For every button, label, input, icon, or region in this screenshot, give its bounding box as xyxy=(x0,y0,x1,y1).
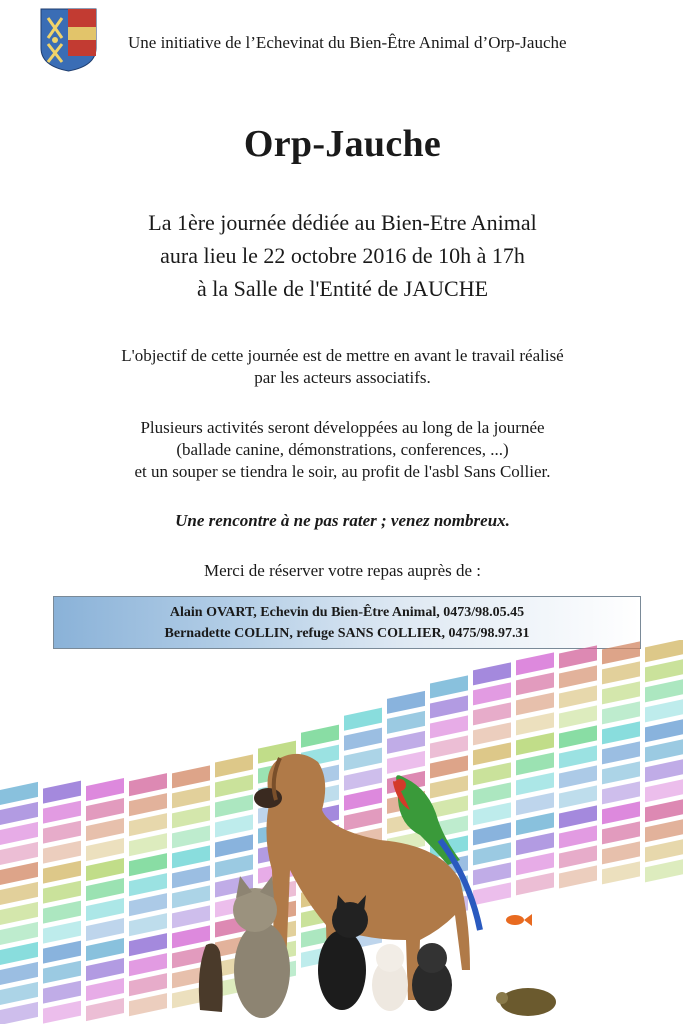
paragraph-line: L'objectif de cette journée est de mettre en avant le travail réalisé xyxy=(121,346,564,365)
mosaic-tile xyxy=(129,773,167,796)
paragraph-line: (ballade canine, démonstrations, conferences, ...) xyxy=(176,440,509,459)
mosaic-tile xyxy=(516,692,554,715)
mosaic-tile xyxy=(215,834,253,857)
mosaic-tile xyxy=(43,821,81,844)
mosaic-tile xyxy=(473,842,511,865)
mosaic-tile xyxy=(559,785,597,808)
mosaic-tile xyxy=(516,652,554,675)
mosaic-tile xyxy=(129,873,167,896)
mosaic-tile xyxy=(602,781,640,804)
mosaic-tile xyxy=(43,921,81,944)
mosaic-tile xyxy=(129,993,167,1016)
mosaic-tile xyxy=(516,792,554,815)
mosaic-tile xyxy=(430,695,468,718)
mosaic-tile xyxy=(602,861,640,884)
mosaic-tile xyxy=(559,805,597,828)
reserve-line: Merci de réserver votre repas auprès de : xyxy=(203,561,482,580)
mosaic-tile xyxy=(0,1002,38,1024)
mosaic-tile xyxy=(129,933,167,956)
mosaic-tile xyxy=(602,701,640,724)
contact-line: Alain OVART, Echevin du Bien-Être Animal, 0473/98.05.45 xyxy=(169,605,525,620)
mosaic-tile xyxy=(473,762,511,785)
mosaic-tile xyxy=(516,872,554,895)
mosaic-tile xyxy=(387,691,425,714)
mosaic-tile xyxy=(559,725,597,748)
mosaic-tile xyxy=(516,812,554,835)
mosaic-tile xyxy=(473,862,511,885)
mosaic-tile xyxy=(129,973,167,996)
mosaic-tile xyxy=(473,782,511,805)
mosaic-tile xyxy=(0,862,38,885)
mosaic-tile xyxy=(172,845,210,868)
fish-icon xyxy=(506,914,532,926)
mosaic-tile xyxy=(645,640,683,662)
objective-paragraph xyxy=(0,345,685,389)
mosaic-tile xyxy=(559,665,597,688)
mosaic-tile xyxy=(215,754,253,777)
mosaic-tile xyxy=(430,675,468,698)
mosaic-tile xyxy=(645,659,683,682)
mosaic-tile xyxy=(559,865,597,888)
mosaic-tile xyxy=(387,731,425,754)
mosaic-tile xyxy=(516,712,554,735)
mosaic-tile xyxy=(43,881,81,904)
mosaic-tile xyxy=(86,878,124,901)
mosaic-tile xyxy=(645,799,683,822)
mosaic-tile xyxy=(86,838,124,861)
mosaic-tile xyxy=(0,982,38,1005)
page-title: Orp-Jauche xyxy=(243,123,442,165)
contact-line: Bernadette COLLIN, refuge SANS COLLIER, 0475/98.97.31 xyxy=(164,626,530,641)
mosaic-tile xyxy=(645,759,683,782)
mosaic-tile xyxy=(129,853,167,876)
mosaic-tile xyxy=(129,793,167,816)
mosaic-tile xyxy=(43,861,81,884)
mosaic-tile xyxy=(344,728,382,751)
mosaic-tile xyxy=(559,645,597,668)
mosaic-tile xyxy=(473,882,511,905)
mosaic-tile xyxy=(473,742,511,765)
paragraph-line: et un souper se tiendra le soir, au profit de l'asbl Sans Collier. xyxy=(134,462,551,481)
mosaic-tile xyxy=(602,661,640,684)
mosaic-tile xyxy=(344,808,382,831)
mosaic-tile xyxy=(43,1001,81,1024)
mosaic-tile xyxy=(559,845,597,868)
initiative-text: Une initiative de l’Echevinat du Bien-Être Animal d’Orp-Jauche xyxy=(128,33,567,52)
mosaic-tile xyxy=(344,788,382,811)
mosaic-tile xyxy=(516,732,554,755)
mosaic-tile xyxy=(86,978,124,1001)
reserve-text xyxy=(0,560,685,582)
mosaic-tile xyxy=(516,752,554,775)
mosaic-tile xyxy=(559,825,597,848)
mosaic-tile xyxy=(344,708,382,731)
mosaic-tile xyxy=(645,819,683,842)
mosaic-tile xyxy=(86,818,124,841)
mosaic-tile xyxy=(430,735,468,758)
mosaic-tile xyxy=(602,801,640,824)
mosaic-tile xyxy=(473,802,511,825)
mosaic-tile xyxy=(516,772,554,795)
mosaic-tile xyxy=(172,805,210,828)
mosaic-tile xyxy=(86,938,124,961)
mosaic-tile xyxy=(172,785,210,808)
mosaic-tile xyxy=(129,913,167,936)
mosaic-tile xyxy=(602,841,640,864)
mosaic-tile xyxy=(0,842,38,865)
mosaic-tile xyxy=(645,839,683,862)
mosaic-tile xyxy=(0,902,38,925)
mosaic-tile xyxy=(86,898,124,921)
mosaic-tile xyxy=(129,813,167,836)
mosaic-tile xyxy=(516,832,554,855)
mosaic-tile xyxy=(430,715,468,738)
mosaic-tile xyxy=(43,941,81,964)
mosaic-tile xyxy=(129,953,167,976)
mosaic-tile xyxy=(602,721,640,744)
mosaic-tile xyxy=(43,981,81,1004)
mosaic-tile xyxy=(602,821,640,844)
mosaic-tile xyxy=(0,882,38,905)
mosaic-tile xyxy=(172,825,210,848)
mosaic-tile xyxy=(172,925,210,948)
mosaic-tile xyxy=(215,814,253,837)
event-details xyxy=(0,206,685,305)
mosaic-tile xyxy=(86,798,124,821)
paragraph-line: Plusieurs activités seront développées au long de la journée xyxy=(140,418,545,437)
mosaic-tile xyxy=(215,854,253,877)
tagline-text: Une rencontre à ne pas rater ; venez nombreux. xyxy=(175,511,510,530)
mosaic-tile xyxy=(172,885,210,908)
mosaic-tile xyxy=(129,833,167,856)
mosaic-tile xyxy=(86,998,124,1021)
mosaic-tile xyxy=(215,774,253,797)
mosaic-tile xyxy=(559,685,597,708)
crest-icon xyxy=(40,8,97,72)
mosaic-tile xyxy=(516,672,554,695)
mosaic-tile xyxy=(129,893,167,916)
tagline xyxy=(0,510,685,532)
mosaic-tile xyxy=(86,778,124,801)
mosaic-tile xyxy=(602,741,640,764)
mosaic-tile xyxy=(473,722,511,745)
mosaic-tile xyxy=(86,918,124,941)
mosaic-tile xyxy=(344,748,382,771)
mosaic-tile xyxy=(0,942,38,965)
mosaic-tile xyxy=(516,852,554,875)
mosaic-tile xyxy=(0,802,38,825)
mosaic-tile xyxy=(559,705,597,728)
mosaic-tile xyxy=(645,679,683,702)
mosaic-tile xyxy=(172,765,210,788)
mosaic-tile xyxy=(43,961,81,984)
mosaic-tile xyxy=(172,905,210,928)
mosaic-tile xyxy=(43,781,81,804)
mosaic-tile xyxy=(559,765,597,788)
event-line: aura lieu le 22 octobre 2016 de 10h à 17h xyxy=(160,243,525,268)
mosaic-tile xyxy=(301,725,339,748)
event-line: La 1ère journée dédiée au Bien-Etre Animal xyxy=(148,210,537,235)
mosaic-tile xyxy=(430,755,468,778)
mosaic-tile xyxy=(645,779,683,802)
mosaic-tile xyxy=(473,682,511,705)
turtle-icon xyxy=(496,988,556,1016)
event-line: à la Salle de l'Entité de JAUCHE xyxy=(196,276,489,301)
mosaic-tile xyxy=(344,768,382,791)
mosaic-tile xyxy=(473,822,511,845)
mosaic-tile xyxy=(430,775,468,798)
activities-paragraph xyxy=(0,417,685,483)
mosaic-tile xyxy=(645,859,683,882)
mosaic-tile xyxy=(86,958,124,981)
paragraph-line: par les acteurs associatifs. xyxy=(254,368,431,387)
mosaic-tile xyxy=(43,841,81,864)
mosaic-tile xyxy=(602,681,640,704)
mosaic-tile xyxy=(215,794,253,817)
mosaic-tile xyxy=(387,751,425,774)
mosaic-tile xyxy=(645,699,683,722)
mosaic-tile xyxy=(559,745,597,768)
mosaic-tile xyxy=(602,761,640,784)
mosaic-tile xyxy=(86,858,124,881)
mosaic-tile xyxy=(473,662,511,685)
mosaic-tile xyxy=(0,782,38,805)
mosaic-tile xyxy=(602,641,640,664)
mosaic-tile xyxy=(645,719,683,742)
mosaic-tile xyxy=(0,922,38,945)
mosaic-tile xyxy=(0,962,38,985)
mosaic-tile xyxy=(43,801,81,824)
mosaic-tile xyxy=(43,901,81,924)
animals-illustration xyxy=(0,640,685,1024)
mosaic-tile xyxy=(172,865,210,888)
mosaic-tile xyxy=(473,702,511,725)
mosaic-tile xyxy=(387,711,425,734)
mosaic-tile xyxy=(0,822,38,845)
mosaic-tile xyxy=(645,739,683,762)
